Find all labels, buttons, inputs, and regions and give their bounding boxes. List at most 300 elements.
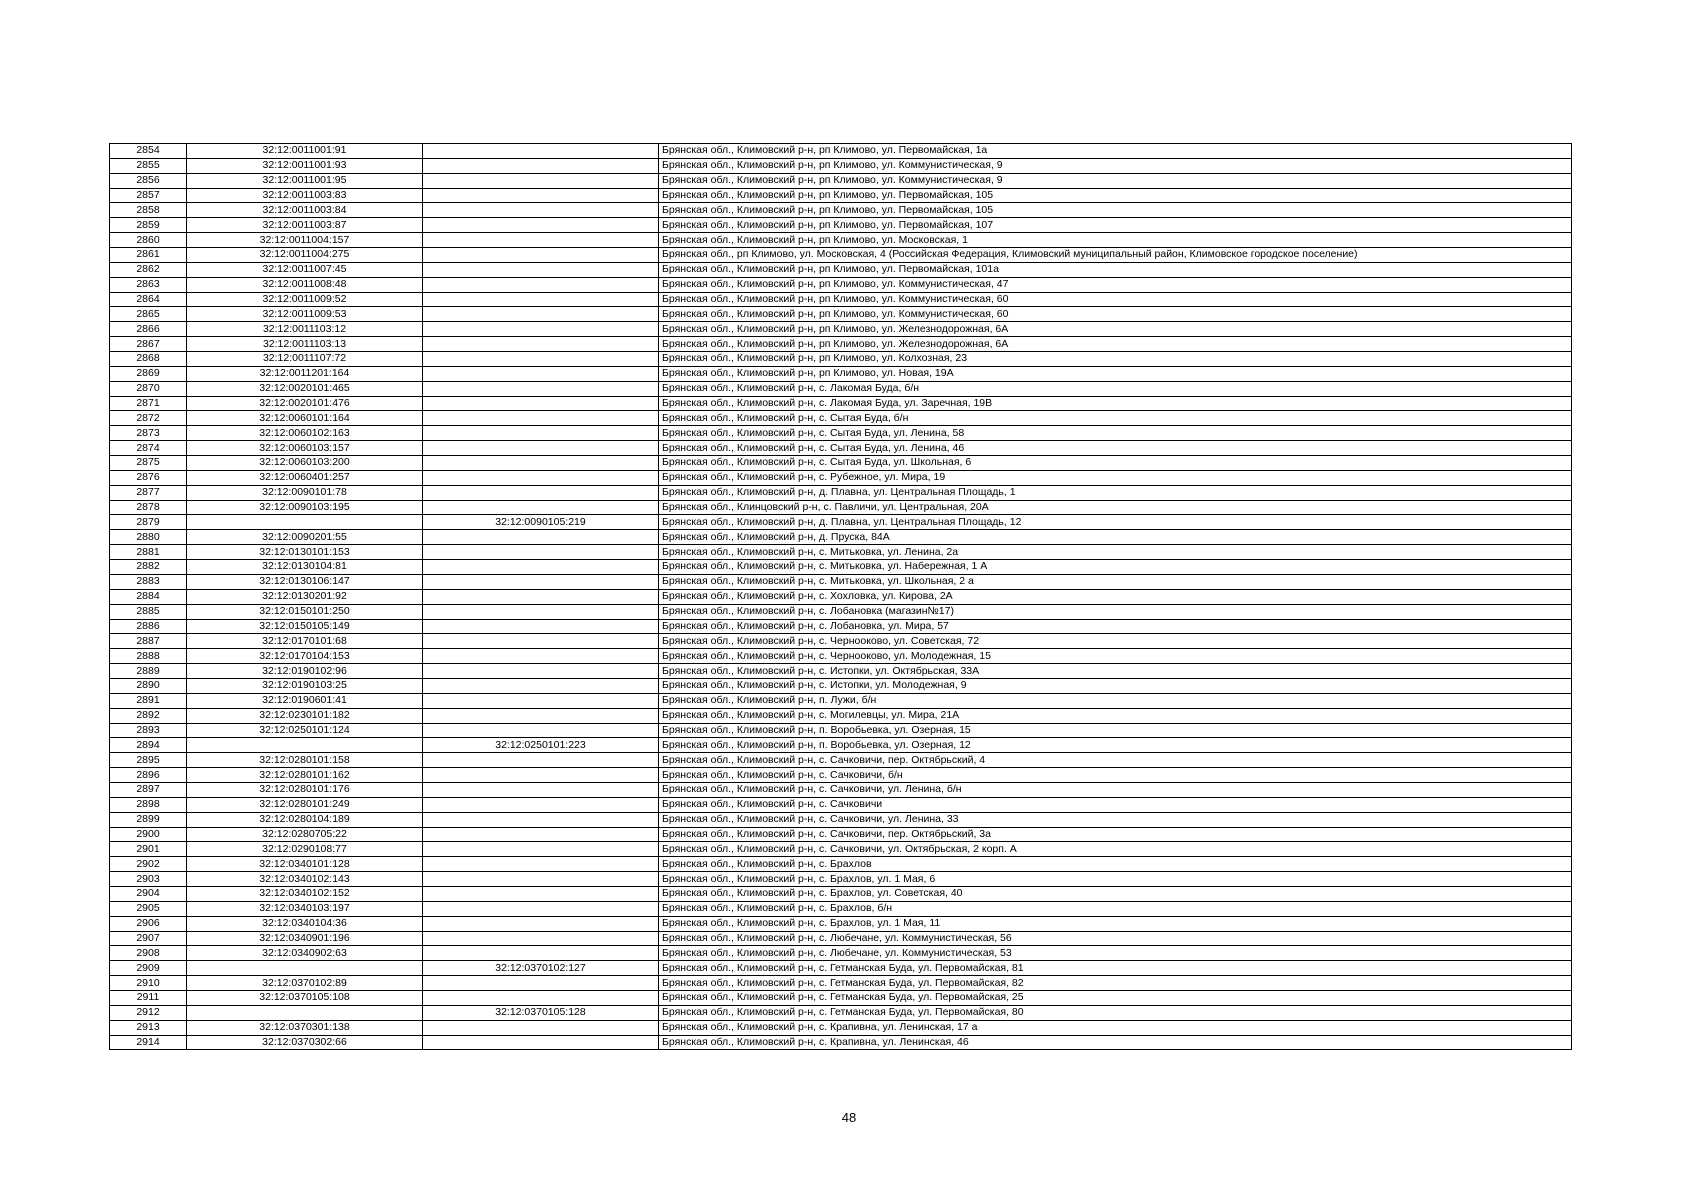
cadastral-number-alt-cell bbox=[423, 589, 659, 604]
cadastral-number-alt-cell bbox=[423, 768, 659, 783]
cadastral-number-alt-cell: 32:12:0250101:223 bbox=[423, 738, 659, 753]
row-number-cell: 2874 bbox=[110, 441, 187, 456]
cadastral-number-alt-cell: 32:12:0370102:127 bbox=[423, 961, 659, 976]
cadastral-number-alt-cell bbox=[423, 277, 659, 292]
cadastral-number-cell: 32:12:0130201:92 bbox=[187, 589, 423, 604]
address-cell: Брянская обл., Климовский р-н, рп Климово, ул. Коммунистическая, 9 bbox=[659, 173, 1572, 188]
cadastral-number-alt-cell bbox=[423, 693, 659, 708]
cadastral-number-cell: 32:12:0090103:195 bbox=[187, 500, 423, 515]
cadastral-number-cell: 32:12:0060103:157 bbox=[187, 441, 423, 456]
cadastral-number-cell: 32:12:0340104:36 bbox=[187, 916, 423, 931]
cadastral-number-alt-cell bbox=[423, 723, 659, 738]
table-row bbox=[110, 782, 1572, 797]
table-row bbox=[110, 812, 1572, 827]
cadastral-number-cell: 32:12:0060401:257 bbox=[187, 470, 423, 485]
cadastral-number-alt-cell bbox=[423, 545, 659, 560]
address-cell: Брянская обл., Климовский р-н, с. Лобановка, ул. Мира, 57 bbox=[659, 619, 1572, 634]
row-number-cell: 2905 bbox=[110, 901, 187, 916]
row-number-cell: 2875 bbox=[110, 456, 187, 471]
cadastral-number-cell: 32:12:0011001:93 bbox=[187, 158, 423, 173]
table-row bbox=[110, 173, 1572, 188]
row-number-cell: 2859 bbox=[110, 218, 187, 233]
cadastral-number-cell: 32:12:0020101:465 bbox=[187, 381, 423, 396]
address-cell: Брянская обл., Климовский р-н, д. Пруска, 84А bbox=[659, 530, 1572, 545]
table-row bbox=[110, 961, 1572, 976]
cadastral-number-alt-cell bbox=[423, 173, 659, 188]
row-number-cell: 2883 bbox=[110, 574, 187, 589]
address-cell: Брянская обл., Климовский р-н, рп Климово, ул. Первомайская, 101а bbox=[659, 262, 1572, 277]
table-row bbox=[110, 753, 1572, 768]
table-row bbox=[110, 574, 1572, 589]
table-row bbox=[110, 604, 1572, 619]
table-row bbox=[110, 1020, 1572, 1035]
table-row bbox=[110, 738, 1572, 753]
cadastral-number-cell: 32:12:0011003:83 bbox=[187, 188, 423, 203]
cadastral-number-alt-cell bbox=[423, 262, 659, 277]
cadastral-number-cell bbox=[187, 961, 423, 976]
table-row bbox=[110, 946, 1572, 961]
cadastral-number-cell: 32:12:0011009:52 bbox=[187, 292, 423, 307]
cadastral-number-alt-cell: 32:12:0370105:128 bbox=[423, 1005, 659, 1020]
cadastral-number-cell: 32:12:0190102:96 bbox=[187, 664, 423, 679]
address-cell: Брянская обл., Климовский р-н, с. Любечане, ул. Коммунистическая, 56 bbox=[659, 931, 1572, 946]
table-row bbox=[110, 1005, 1572, 1020]
address-cell: Брянская обл., Климовский р-н, с. Брахлов, б/н bbox=[659, 901, 1572, 916]
address-cell: Брянская обл., Климовский р-н, рп Климово, ул. Первомайская, 1а bbox=[659, 144, 1572, 159]
table-row bbox=[110, 827, 1572, 842]
cadastral-number-cell: 32:12:0011009:53 bbox=[187, 307, 423, 322]
table-row bbox=[110, 901, 1572, 916]
address-cell: Брянская обл., Климовский р-н, с. Сачковичи, пер. Октябрьский, 3а bbox=[659, 827, 1572, 842]
table-row bbox=[110, 188, 1572, 203]
address-cell: Брянская обл., Климовский р-н, с. Митьковка, ул. Школьная, 2 а bbox=[659, 574, 1572, 589]
table-row bbox=[110, 619, 1572, 634]
cadastral-number-alt-cell bbox=[423, 678, 659, 693]
address-cell: Брянская обл., Климовский р-н, с. Митьковка, ул. Ленина, 2а bbox=[659, 545, 1572, 560]
table-row bbox=[110, 158, 1572, 173]
cadastral-number-cell: 32:12:0280104:189 bbox=[187, 812, 423, 827]
address-cell: Брянская обл., Климовский р-н, с. Сачковичи, ул. Ленина, б/н bbox=[659, 782, 1572, 797]
cadastral-number-alt-cell bbox=[423, 144, 659, 159]
address-cell: Брянская обл., Климовский р-н, с. Крапивна, ул. Ленинская, 17 а bbox=[659, 1020, 1572, 1035]
cadastral-number-cell bbox=[187, 515, 423, 530]
address-cell: Брянская обл., Климовский р-н, с. Сытая Буда, ул. Ленина, 58 bbox=[659, 426, 1572, 441]
address-cell: Брянская обл., Климовский р-н, рп Климово, ул. Первомайская, 105 bbox=[659, 188, 1572, 203]
row-number-cell: 2885 bbox=[110, 604, 187, 619]
address-cell: Брянская обл., Климовский р-н, с. Сытая Буда, ул. Школьная, 6 bbox=[659, 456, 1572, 471]
cadastral-number-alt-cell bbox=[423, 634, 659, 649]
cadastral-number-alt-cell bbox=[423, 976, 659, 991]
cadastral-number-cell: 32:12:0370105:108 bbox=[187, 990, 423, 1005]
cadastral-number-alt-cell bbox=[423, 604, 659, 619]
row-number-cell: 2860 bbox=[110, 233, 187, 248]
row-number-cell: 2889 bbox=[110, 664, 187, 679]
cadastral-number-alt-cell bbox=[423, 396, 659, 411]
cadastral-number-cell: 32:12:0280101:162 bbox=[187, 768, 423, 783]
cadastral-number-cell: 32:12:0011003:87 bbox=[187, 218, 423, 233]
row-number-cell: 2877 bbox=[110, 485, 187, 500]
cadastral-number-cell: 32:12:0011103:12 bbox=[187, 322, 423, 337]
table-row bbox=[110, 708, 1572, 723]
cadastral-number-cell: 32:12:0150105:149 bbox=[187, 619, 423, 634]
cadastral-number-cell: 32:12:0340101:128 bbox=[187, 857, 423, 872]
cadastral-number-cell: 32:12:0090201:55 bbox=[187, 530, 423, 545]
table-row bbox=[110, 248, 1572, 263]
address-cell: Брянская обл., Клинцовский р-н, с. Павличи, ул. Центральная, 20А bbox=[659, 500, 1572, 515]
address-cell: Брянская обл., Климовский р-н, с. Сачковичи, ул. Ленина, 33 bbox=[659, 812, 1572, 827]
table-row bbox=[110, 515, 1572, 530]
cadastral-number-alt-cell bbox=[423, 664, 659, 679]
row-number-cell: 2876 bbox=[110, 470, 187, 485]
cadastral-number-cell: 32:12:0020101:476 bbox=[187, 396, 423, 411]
row-number-cell: 2912 bbox=[110, 1005, 187, 1020]
cadastral-number-alt-cell bbox=[423, 470, 659, 485]
table-row bbox=[110, 144, 1572, 159]
address-cell: Брянская обл., Климовский р-н, рп Климово, ул. Коммунистическая, 60 bbox=[659, 307, 1572, 322]
address-cell: Брянская обл., рп Климово, ул. Московская, 4 (Российская Федерация, Климовский муниципальный район, Климовское городское поселение) bbox=[659, 248, 1572, 263]
cadastral-number-alt-cell bbox=[423, 872, 659, 887]
row-number-cell: 2908 bbox=[110, 946, 187, 961]
address-cell: Брянская обл., Климовский р-н, с. Гетманская Буда, ул. Первомайская, 25 bbox=[659, 990, 1572, 1005]
cadastral-number-cell: 32:12:0230101:182 bbox=[187, 708, 423, 723]
table-row bbox=[110, 500, 1572, 515]
row-number-cell: 2856 bbox=[110, 173, 187, 188]
row-number-cell: 2890 bbox=[110, 678, 187, 693]
cadastral-number-cell: 32:12:0130101:153 bbox=[187, 545, 423, 560]
row-number-cell: 2868 bbox=[110, 352, 187, 367]
address-cell: Брянская обл., Климовский р-н, п. Воробьевка, ул. Озерная, 15 bbox=[659, 723, 1572, 738]
table-row bbox=[110, 931, 1572, 946]
table-row bbox=[110, 797, 1572, 812]
cadastral-number-cell: 32:12:0340901:196 bbox=[187, 931, 423, 946]
address-cell: Брянская обл., Климовский р-н, с. Крапивна, ул. Ленинская, 46 bbox=[659, 1035, 1572, 1050]
cadastral-number-cell: 32:12:0370302:66 bbox=[187, 1035, 423, 1050]
table-row bbox=[110, 396, 1572, 411]
cadastral-number-cell: 32:12:0340103:197 bbox=[187, 901, 423, 916]
table-row bbox=[110, 485, 1572, 500]
address-cell: Брянская обл., Климовский р-н, с. Брахлов bbox=[659, 857, 1572, 872]
address-cell: Брянская обл., Климовский р-н, с. Гетманская Буда, ул. Первомайская, 81 bbox=[659, 961, 1572, 976]
cadastral-number-cell: 32:12:0011004:157 bbox=[187, 233, 423, 248]
cadastral-number-alt-cell bbox=[423, 411, 659, 426]
row-number-cell: 2911 bbox=[110, 990, 187, 1005]
address-cell: Брянская обл., Климовский р-н, с. Могилевцы, ул. Мира, 21А bbox=[659, 708, 1572, 723]
cadastral-number-cell: 32:12:0130104:81 bbox=[187, 560, 423, 575]
row-number-cell: 2864 bbox=[110, 292, 187, 307]
address-cell: Брянская обл., Климовский р-н, п. Воробьевка, ул. Озерная, 12 bbox=[659, 738, 1572, 753]
table-row bbox=[110, 664, 1572, 679]
cadastral-number-alt-cell bbox=[423, 441, 659, 456]
row-number-cell: 2858 bbox=[110, 203, 187, 218]
row-number-cell: 2866 bbox=[110, 322, 187, 337]
table-row bbox=[110, 976, 1572, 991]
address-cell: Брянская обл., Климовский р-н, с. Хохловка, ул. Кирова, 2А bbox=[659, 589, 1572, 604]
table-row bbox=[110, 292, 1572, 307]
cadastral-number-cell: 32:12:0340102:143 bbox=[187, 872, 423, 887]
row-number-cell: 2910 bbox=[110, 976, 187, 991]
address-cell: Брянская обл., Климовский р-н, с. Лобановка (магазин№17) bbox=[659, 604, 1572, 619]
address-cell: Брянская обл., Климовский р-н, с. Лакомая Буда, б/н bbox=[659, 381, 1572, 396]
row-number-cell: 2892 bbox=[110, 708, 187, 723]
cadastral-number-cell: 32:12:0280101:158 bbox=[187, 753, 423, 768]
cadastral-number-alt-cell: 32:12:0090105:219 bbox=[423, 515, 659, 530]
table-row bbox=[110, 678, 1572, 693]
address-cell: Брянская обл., Климовский р-н, рп Климово, ул. Новая, 19А bbox=[659, 366, 1572, 381]
row-number-cell: 2879 bbox=[110, 515, 187, 530]
row-number-cell: 2871 bbox=[110, 396, 187, 411]
address-cell: Брянская обл., Климовский р-н, с. Сачковичи bbox=[659, 797, 1572, 812]
cadastral-number-alt-cell bbox=[423, 901, 659, 916]
row-number-cell: 2900 bbox=[110, 827, 187, 842]
table-row bbox=[110, 411, 1572, 426]
row-number-cell: 2855 bbox=[110, 158, 187, 173]
cadastral-number-alt-cell bbox=[423, 307, 659, 322]
row-number-cell: 2882 bbox=[110, 560, 187, 575]
address-cell: Брянская обл., Климовский р-н, с. Лакомая Буда, ул. Заречная, 19В bbox=[659, 396, 1572, 411]
cadastral-number-cell: 32:12:0280101:176 bbox=[187, 782, 423, 797]
cadastral-number-alt-cell bbox=[423, 797, 659, 812]
cadastral-number-alt-cell bbox=[423, 233, 659, 248]
cadastral-number-alt-cell bbox=[423, 352, 659, 367]
cadastral-number-cell: 32:12:0280705:22 bbox=[187, 827, 423, 842]
cadastral-number-alt-cell bbox=[423, 337, 659, 352]
table-body bbox=[110, 144, 1572, 1050]
row-number-cell: 2880 bbox=[110, 530, 187, 545]
table-row bbox=[110, 233, 1572, 248]
address-cell: Брянская обл., Климовский р-н, с. Истопки, ул. Молодежная, 9 bbox=[659, 678, 1572, 693]
cadastral-number-cell: 32:12:0090101:78 bbox=[187, 485, 423, 500]
address-cell: Брянская обл., Климовский р-н, рп Климово, ул. Первомайская, 107 bbox=[659, 218, 1572, 233]
cadastral-number-cell: 32:12:0060102:163 bbox=[187, 426, 423, 441]
address-cell: Брянская обл., Климовский р-н, с. Чернооково, ул. Молодежная, 15 bbox=[659, 649, 1572, 664]
table-row bbox=[110, 277, 1572, 292]
address-cell: Брянская обл., Климовский р-н, с. Митьковка, ул. Набережная, 1 А bbox=[659, 560, 1572, 575]
cadastral-number-alt-cell bbox=[423, 649, 659, 664]
row-number-cell: 2881 bbox=[110, 545, 187, 560]
row-number-cell: 2899 bbox=[110, 812, 187, 827]
row-number-cell: 2870 bbox=[110, 381, 187, 396]
table-row bbox=[110, 1035, 1572, 1050]
cadastral-number-cell: 32:12:0280101:249 bbox=[187, 797, 423, 812]
address-cell: Брянская обл., Климовский р-н, с. Сытая Буда, б/н bbox=[659, 411, 1572, 426]
cadastral-number-alt-cell bbox=[423, 842, 659, 857]
row-number-cell: 2867 bbox=[110, 337, 187, 352]
cadastral-number-cell: 32:12:0011201:164 bbox=[187, 366, 423, 381]
table-row bbox=[110, 545, 1572, 560]
cadastral-number-alt-cell bbox=[423, 812, 659, 827]
table-row bbox=[110, 203, 1572, 218]
cadastral-number-alt-cell bbox=[423, 916, 659, 931]
address-cell: Брянская обл., Климовский р-н, с. Любечане, ул. Коммунистическая, 53 bbox=[659, 946, 1572, 961]
cadastral-number-cell: 32:12:0340902:63 bbox=[187, 946, 423, 961]
table-row bbox=[110, 916, 1572, 931]
address-cell: Брянская обл., Климовский р-н, рп Климово, ул. Коммунистическая, 9 bbox=[659, 158, 1572, 173]
table-row bbox=[110, 218, 1572, 233]
address-cell: Брянская обл., Климовский р-н, с. Гетманская Буда, ул. Первомайская, 80 bbox=[659, 1005, 1572, 1020]
cadastral-number-cell: 32:12:0011001:95 bbox=[187, 173, 423, 188]
cadastral-number-alt-cell bbox=[423, 188, 659, 203]
row-number-cell: 2865 bbox=[110, 307, 187, 322]
property-table bbox=[109, 143, 1572, 1050]
table-row bbox=[110, 634, 1572, 649]
table-row bbox=[110, 649, 1572, 664]
cadastral-number-cell: 32:12:0290108:77 bbox=[187, 842, 423, 857]
row-number-cell: 2897 bbox=[110, 782, 187, 797]
table-row bbox=[110, 352, 1572, 367]
cadastral-number-cell bbox=[187, 738, 423, 753]
cadastral-number-alt-cell bbox=[423, 560, 659, 575]
address-cell: Брянская обл., Климовский р-н, с. Сачковичи, ул. Октябрьская, 2 корп. А bbox=[659, 842, 1572, 857]
cadastral-number-alt-cell bbox=[423, 1035, 659, 1050]
table-row bbox=[110, 337, 1572, 352]
table-row bbox=[110, 530, 1572, 545]
cadastral-number-alt-cell bbox=[423, 1020, 659, 1035]
address-cell: Брянская обл., Климовский р-н, рп Климово, ул. Коммунистическая, 47 bbox=[659, 277, 1572, 292]
address-cell: Брянская обл., Климовский р-н, рп Климово, ул. Колхозная, 23 bbox=[659, 352, 1572, 367]
table-row bbox=[110, 768, 1572, 783]
cadastral-number-alt-cell bbox=[423, 931, 659, 946]
cadastral-number-cell: 32:12:0011003:84 bbox=[187, 203, 423, 218]
row-number-cell: 2862 bbox=[110, 262, 187, 277]
row-number-cell: 2902 bbox=[110, 857, 187, 872]
cadastral-number-cell: 32:12:0011103:13 bbox=[187, 337, 423, 352]
address-cell: Брянская обл., Климовский р-н, д. Плавна, ул. Центральная Площадь, 12 bbox=[659, 515, 1572, 530]
address-cell: Брянская обл., Климовский р-н, с. Чернооково, ул. Советская, 72 bbox=[659, 634, 1572, 649]
cadastral-number-cell: 32:12:0060101:164 bbox=[187, 411, 423, 426]
row-number-cell: 2857 bbox=[110, 188, 187, 203]
cadastral-number-alt-cell bbox=[423, 248, 659, 263]
cadastral-number-alt-cell bbox=[423, 381, 659, 396]
cadastral-number-alt-cell bbox=[423, 990, 659, 1005]
row-number-cell: 2891 bbox=[110, 693, 187, 708]
table-row bbox=[110, 990, 1572, 1005]
cadastral-number-alt-cell bbox=[423, 753, 659, 768]
table-row bbox=[110, 842, 1572, 857]
cadastral-number-alt-cell bbox=[423, 827, 659, 842]
cadastral-number-alt-cell bbox=[423, 886, 659, 901]
table-row bbox=[110, 470, 1572, 485]
table-row bbox=[110, 693, 1572, 708]
cadastral-number-cell: 32:12:0250101:124 bbox=[187, 723, 423, 738]
table-row bbox=[110, 307, 1572, 322]
address-cell: Брянская обл., Климовский р-н, рп Климово, ул. Железнодорожная, 6А bbox=[659, 337, 1572, 352]
table-row bbox=[110, 857, 1572, 872]
cadastral-number-alt-cell bbox=[423, 857, 659, 872]
cadastral-number-cell: 32:12:0340102:152 bbox=[187, 886, 423, 901]
row-number-cell: 2898 bbox=[110, 797, 187, 812]
address-cell: Брянская обл., Климовский р-н, с. Сачковичи, б/н bbox=[659, 768, 1572, 783]
row-number-cell: 2869 bbox=[110, 366, 187, 381]
cadastral-number-alt-cell bbox=[423, 426, 659, 441]
cadastral-number-alt-cell bbox=[423, 500, 659, 515]
cadastral-number-cell: 32:12:0011004:275 bbox=[187, 248, 423, 263]
address-cell: Брянская обл., Климовский р-н, с. Сытая Буда, ул. Ленина, 46 bbox=[659, 441, 1572, 456]
address-cell: Брянская обл., Климовский р-н, с. Гетманская Буда, ул. Первомайская, 82 bbox=[659, 976, 1572, 991]
cadastral-number-alt-cell bbox=[423, 946, 659, 961]
cadastral-number-cell: 32:12:0170101:68 bbox=[187, 634, 423, 649]
row-number-cell: 2903 bbox=[110, 872, 187, 887]
address-cell: Брянская обл., Климовский р-н, с. Истопки, ул. Октябрьская, 33А bbox=[659, 664, 1572, 679]
row-number-cell: 2913 bbox=[110, 1020, 187, 1035]
table-row bbox=[110, 426, 1572, 441]
row-number-cell: 2863 bbox=[110, 277, 187, 292]
row-number-cell: 2854 bbox=[110, 144, 187, 159]
address-cell: Брянская обл., Климовский р-н, с. Брахлов, ул. Советская, 40 bbox=[659, 886, 1572, 901]
cadastral-number-cell: 32:12:0060103:200 bbox=[187, 456, 423, 471]
row-number-cell: 2886 bbox=[110, 619, 187, 634]
row-number-cell: 2896 bbox=[110, 768, 187, 783]
table-row bbox=[110, 456, 1572, 471]
table-row bbox=[110, 872, 1572, 887]
address-cell: Брянская обл., Климовский р-н, рп Климово, ул. Коммунистическая, 60 bbox=[659, 292, 1572, 307]
cadastral-number-cell: 32:12:0011007:45 bbox=[187, 262, 423, 277]
cadastral-number-alt-cell bbox=[423, 203, 659, 218]
row-number-cell: 2909 bbox=[110, 961, 187, 976]
row-number-cell: 2861 bbox=[110, 248, 187, 263]
row-number-cell: 2884 bbox=[110, 589, 187, 604]
cadastral-number-alt-cell bbox=[423, 366, 659, 381]
row-number-cell: 2914 bbox=[110, 1035, 187, 1050]
cadastral-number-alt-cell bbox=[423, 322, 659, 337]
row-number-cell: 2901 bbox=[110, 842, 187, 857]
cadastral-number-cell: 32:12:0011001:91 bbox=[187, 144, 423, 159]
address-cell: Брянская обл., Климовский р-н, с. Сачковичи, пер. Октябрьский, 4 bbox=[659, 753, 1572, 768]
page-number: 48 bbox=[841, 1110, 857, 1125]
row-number-cell: 2872 bbox=[110, 411, 187, 426]
cadastral-number-alt-cell bbox=[423, 292, 659, 307]
cadastral-number-cell: 32:12:0170104:153 bbox=[187, 649, 423, 664]
cadastral-number-cell: 32:12:0011107:72 bbox=[187, 352, 423, 367]
table-row bbox=[110, 322, 1572, 337]
cadastral-number-alt-cell bbox=[423, 782, 659, 797]
cadastral-number-cell: 32:12:0370102:89 bbox=[187, 976, 423, 991]
cadastral-number-alt-cell bbox=[423, 456, 659, 471]
row-number-cell: 2887 bbox=[110, 634, 187, 649]
cadastral-number-alt-cell bbox=[423, 158, 659, 173]
table-row bbox=[110, 381, 1572, 396]
address-cell: Брянская обл., Климовский р-н, д. Плавна, ул. Центральная Площадь, 1 bbox=[659, 485, 1572, 500]
row-number-cell: 2907 bbox=[110, 931, 187, 946]
row-number-cell: 2878 bbox=[110, 500, 187, 515]
table-row bbox=[110, 560, 1572, 575]
cadastral-number-cell: 32:12:0150101:250 bbox=[187, 604, 423, 619]
cadastral-number-cell: 32:12:0130106:147 bbox=[187, 574, 423, 589]
address-cell: Брянская обл., Климовский р-н, рп Климово, ул. Железнодорожная, 6А bbox=[659, 322, 1572, 337]
row-number-cell: 2893 bbox=[110, 723, 187, 738]
cadastral-number-alt-cell bbox=[423, 708, 659, 723]
row-number-cell: 2904 bbox=[110, 886, 187, 901]
address-cell: Брянская обл., Климовский р-н, п. Лужи, б/н bbox=[659, 693, 1572, 708]
cadastral-number-alt-cell bbox=[423, 218, 659, 233]
cadastral-number-alt-cell bbox=[423, 574, 659, 589]
row-number-cell: 2894 bbox=[110, 738, 187, 753]
row-number-cell: 2873 bbox=[110, 426, 187, 441]
address-cell: Брянская обл., Климовский р-н, рп Климово, ул. Московская, 1 bbox=[659, 233, 1572, 248]
cadastral-number-cell: 32:12:0011008:48 bbox=[187, 277, 423, 292]
cadastral-number-alt-cell bbox=[423, 619, 659, 634]
row-number-cell: 2895 bbox=[110, 753, 187, 768]
cadastral-number-cell: 32:12:0190601:41 bbox=[187, 693, 423, 708]
address-cell: Брянская обл., Климовский р-н, с. Рубежное, ул. Мира, 19 bbox=[659, 470, 1572, 485]
cadastral-number-cell: 32:12:0370301:138 bbox=[187, 1020, 423, 1035]
address-cell: Брянская обл., Климовский р-н, с. Брахлов, ул. 1 Мая, 6 bbox=[659, 872, 1572, 887]
table-row bbox=[110, 441, 1572, 456]
table-row bbox=[110, 589, 1572, 604]
cadastral-number-alt-cell bbox=[423, 530, 659, 545]
table-row bbox=[110, 366, 1572, 381]
table-row bbox=[110, 262, 1572, 277]
table-row bbox=[110, 886, 1572, 901]
